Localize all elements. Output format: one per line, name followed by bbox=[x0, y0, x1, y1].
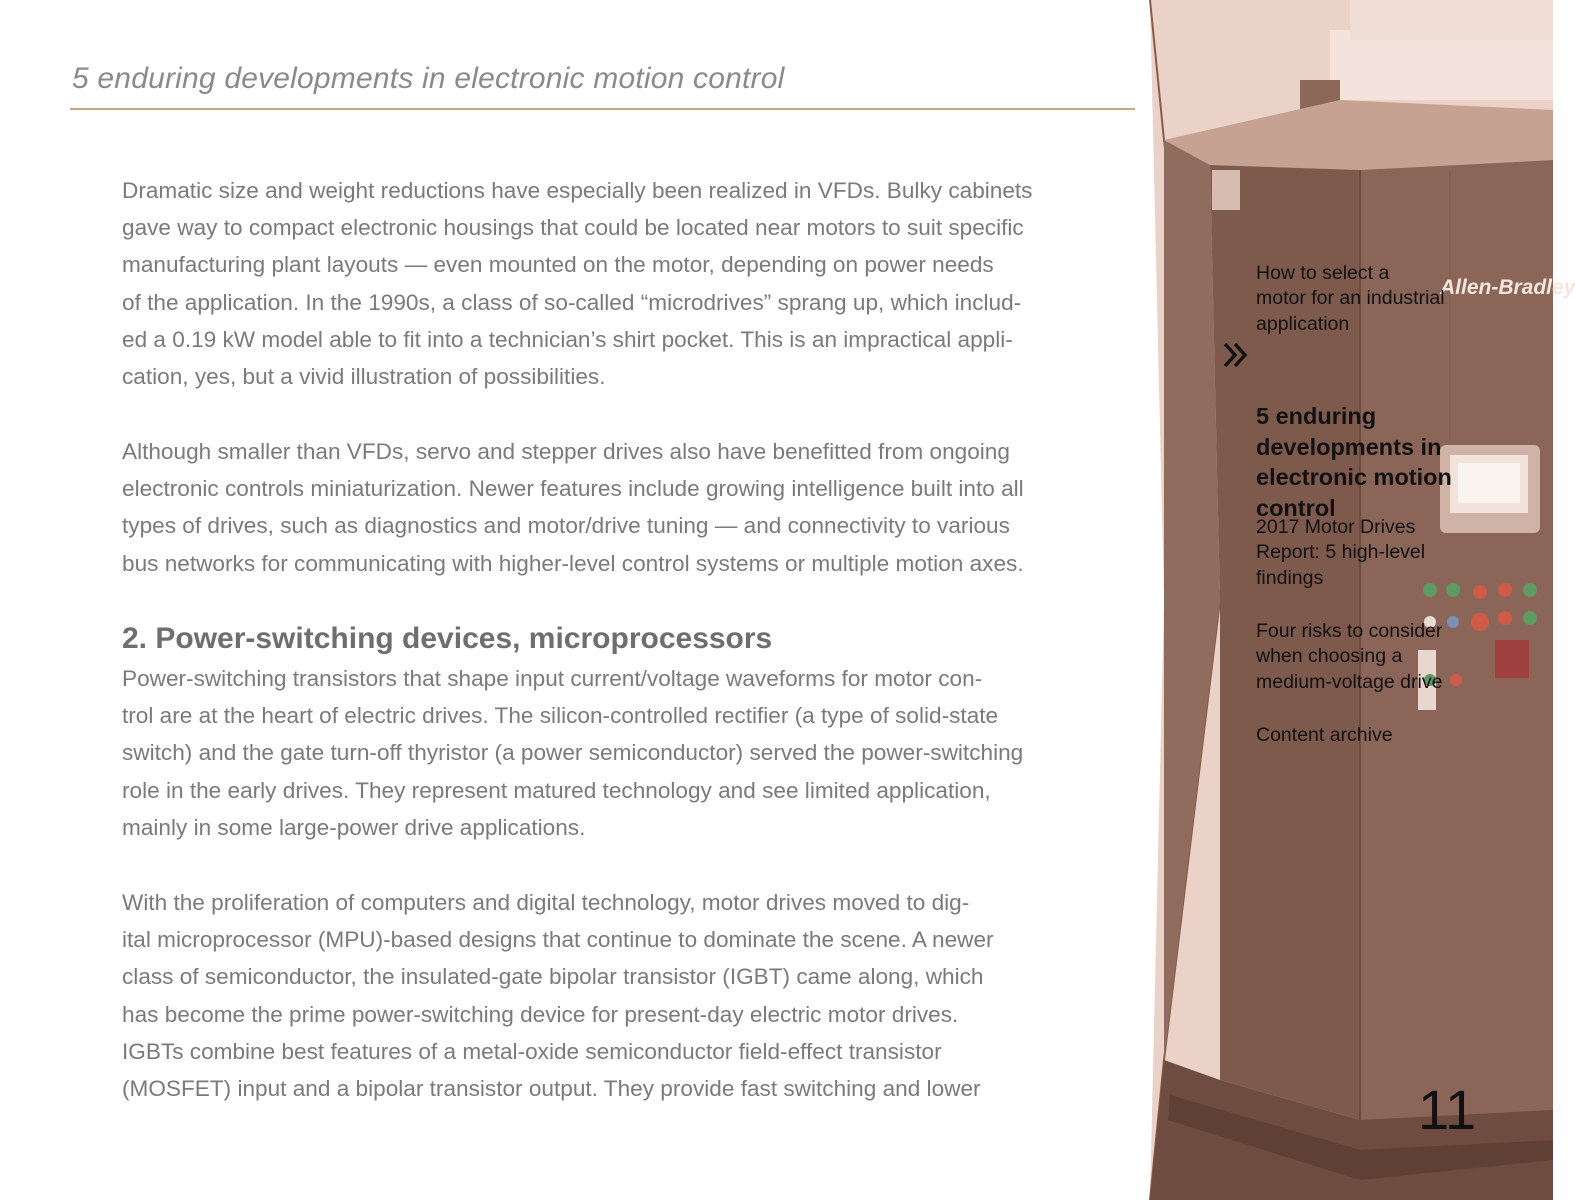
title-divider bbox=[70, 108, 1135, 110]
paragraph-servo-stepper: Although smaller than VFDs, servo and stepper drives also have benefitted from ongoing electronic controls miniaturization. Newer features include growing intelligence built into all types of drives, such as diagnostics and motor/drive tuning — and connectivity to various bus networks for communicating with higher-level control systems or multiple motion axes. bbox=[122, 439, 1024, 576]
paragraph-power-switching: Power-switching transistors that shape input current/voltage waveforms for motor con- trol are at the heart of electric drives. The silicon-controlled rectifier (a type of solid-state switch) and the gate turn-off thyristor (a power semiconductor) served the power-switching role in the early drives. They represent matured technology and see limited application, mainly in some large-power drive applications. bbox=[122, 666, 1024, 840]
toc-item-select-motor[interactable] bbox=[1256, 235, 1445, 337]
toc-item-label: How to select a motor for an industrial application bbox=[1256, 261, 1445, 335]
toc-item-label: 2017 Motor Drives Report: 5 high-level findings bbox=[1256, 515, 1426, 589]
toc-item-motor-drives-report[interactable] bbox=[1256, 489, 1425, 591]
paragraph-microprocessors: With the proliferation of computers and digital technology, motor drives moved to dig- ital microprocessor (MPU)-based designs that continue to dominate the scene. A newer class of semiconductor, the insulated-gate bipolar transistor (IGBT) came along, which has become the prime power-switching device for present-day electric motor drives. IGBTs combine best features of a metal-oxide semiconductor field-effect transistor (MOSFET) input and a bipolar transistor output. They provide fast switching and lower bbox=[122, 890, 994, 1102]
brand-logo: Allen-Bradley bbox=[1440, 276, 1575, 299]
double-chevron-right-icon bbox=[1222, 342, 1250, 368]
toc-item-label: Four risks to consider when choosing a medium-voltage drive bbox=[1256, 619, 1443, 693]
toc-item-content-archive[interactable] bbox=[1256, 697, 1393, 748]
document-title: 5 enduring developments in electronic motion control bbox=[72, 62, 785, 95]
paragraph-vfd-size: Dramatic size and weight reductions have especially been realized in VFDs. Bulky cabinets gave way to compact electronic housings that could be located near motors to suit specific manufacturing plant layouts — even mounted on the motor, depending on power needs of the application. In the 1990s, a class of so-called “microdrives” sprang up, which includ- ed a 0.19 kW model able to fit into a technician’s shirt pocket. This is an impractical appli- cation, yes, but a vivid illustration of possibilities. bbox=[122, 178, 1033, 390]
section-heading: 2. Power-switching devices, microprocessors bbox=[122, 622, 773, 655]
toc-item-label: 5 enduring developments in electronic motion control bbox=[1256, 403, 1452, 521]
toc-item-four-risks[interactable] bbox=[1256, 593, 1442, 695]
toc-item-label: Content archive bbox=[1256, 723, 1393, 746]
page-number: 11 bbox=[1418, 1078, 1477, 1141]
